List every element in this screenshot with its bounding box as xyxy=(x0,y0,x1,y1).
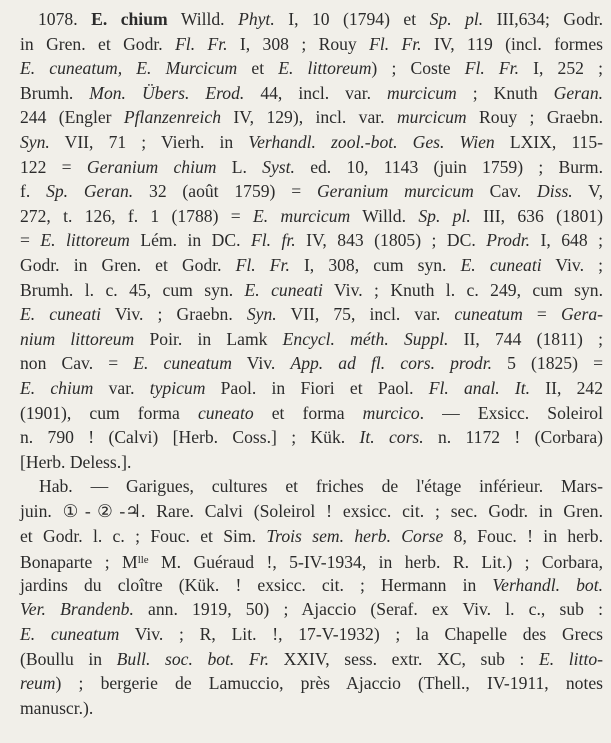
text-line: E. cuneati Viv. ; Graebn. Syn. VII, 75, incl. var. cuneatum = Gera- xyxy=(20,304,603,325)
text-line: E. cuneatum, E. Murcicum et E. littoreum) ; Coste Fl. Fr. I, 252 ; xyxy=(20,58,603,79)
text-line: Ver. Brandenb. ann. 1919, 50) ; Ajaccio (Seraf. ex Viv. l. c., sub : xyxy=(20,599,603,620)
text-line: jardins du cloître (Kük. ! exsicc. cit. ; Hermann in Verhandl. bot. xyxy=(20,574,603,595)
text-line: n. 790 ! (Calvi) [Herb. Coss.] ; Kük. It. cors. n. 1172 ! (Corbara) xyxy=(20,427,603,448)
text-line: Hab. — Garigues, cultures et friches de l'étage inférieur. Mars- xyxy=(39,476,603,497)
text-line: (1901), cum forma cuneato et forma murcico. — Exsicc. Soleirol xyxy=(20,402,603,423)
text-line: = E. littoreum Lém. in DC. Fl. fr. IV, 843 (1805) ; DC. Prodr. I, 648 ; xyxy=(20,230,604,251)
text-line: 1078. E. chium Willd. Phyt. I, 10 (1794) et Sp. pl. III,634; Godr. xyxy=(38,9,603,29)
text-line: et Godr. l. c. ; Fouc. et Sim. Trois sem. herb. Corse 8, Fouc. ! in herb. xyxy=(20,525,603,546)
entry-number: 1078. xyxy=(38,9,78,29)
text-line: Godr. in Gren. et Godr. Fl. Fr. I, 308, cum syn. E. cuneati Viv. ; xyxy=(20,255,603,275)
text-line: Brumh. l. c. 45, cum syn. E. cuneati Viv. ; Knuth l. c. 249, cum syn. xyxy=(20,279,603,300)
text-line: [Herb. Deless.]. xyxy=(20,451,132,472)
text-line: nium littoreum Poir. in Lamk Encycl. méth. Suppl. II, 744 (1811) ; xyxy=(20,328,603,349)
text-line: 272, t. 126, f. 1 (1788) = E. murcicum Willd. Sp. pl. III, 636 (1801) xyxy=(20,205,604,226)
text-line: E. chium var. typicum Paol. in Fiori et Paol. Fl. anal. It. II, 242 xyxy=(20,378,604,398)
text-line: juin. ①-②-♃. Rare. Calvi (Soleirol ! exsicc. cit. ; sec. Godr. in Gren. xyxy=(20,501,603,521)
text-line: reum) ; bergerie de Lamuccio, près Ajaccio (Thell., IV-1911, notes xyxy=(20,673,603,694)
text-line: 122 = Geranium chium L. Syst. ed. 10, 1143 (juin 1759) ; Burm. xyxy=(20,156,603,177)
text-line: (Boullu in Bull. soc. bot. Fr. XXIV, sess. extr. XC, sub : E. litto- xyxy=(20,648,603,669)
species-author: Willd. xyxy=(180,9,225,29)
text-line: manuscr.). xyxy=(20,697,94,718)
species-name: E. chium xyxy=(91,9,168,29)
text-line: Syn. VII, 71 ; Vierh. in Verhandl. zool.-bot. Ges. Wien LXIX, 115- xyxy=(20,132,603,152)
text-line: f. Sp. Geran. 32 (août 1759) = Geranium murcicum Cav. Diss. V, xyxy=(20,181,604,202)
text-line: in Gren. et Godr. Fl. Fr. I, 308 ; Rouy Fl. Fr. IV, 119 (incl. formes xyxy=(20,33,604,54)
text-line: Brumh. Mon. Übers. Erod. 44, incl. var. murcicum ; Knuth Geran. xyxy=(20,82,604,103)
text-line: 244 (Engler Pflanzenreich IV, 129), incl. var. murcicum Rouy ; Graebn. xyxy=(20,107,603,128)
text-line: E. cuneatum Viv. ; R, Lit. !, 17-V-1932) ; la Chapelle des Grecs xyxy=(20,624,603,644)
text-line: non Cav. = E. cuneatum Viv. App. ad fl. cors. prodr. 5 (1825) = xyxy=(20,353,603,374)
text-line: Bonaparte ; $M^{lle}$ M. Guéraud !, 5-IV-1934, in herb. R. Lit.) ; Corbara, xyxy=(20,552,603,573)
